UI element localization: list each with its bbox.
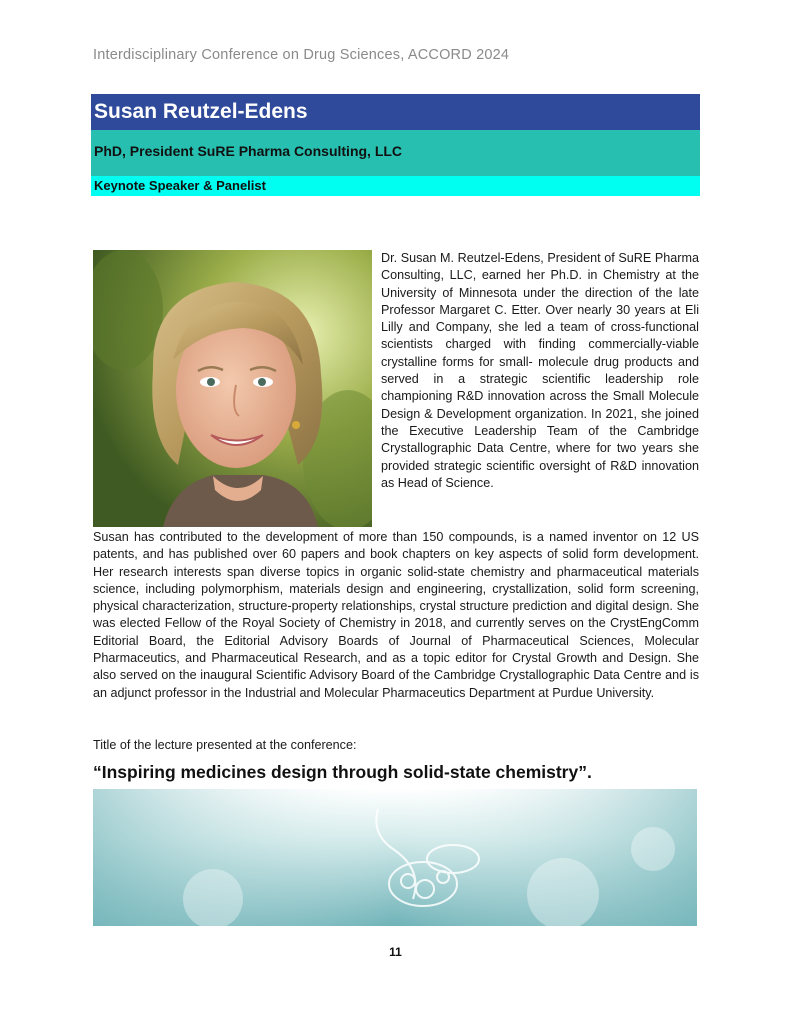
lecture-title: “Inspiring medicines design through solid-state chemistry”. xyxy=(93,762,592,782)
speaker-portrait xyxy=(93,250,372,527)
page-number: 11 xyxy=(389,945,402,959)
lecture-label: Title of the lecture presented at the conference: xyxy=(93,738,357,752)
speaker-role-banner: Keynote Speaker & Panelist xyxy=(91,176,700,196)
decorative-banner-image xyxy=(93,789,697,926)
bio-intro-paragraph: Dr. Susan M. Reutzel-Edens, President of SuRE Pharma Consulting, LLC, earned her Ph.D. in Chemistry at the University of Minnesota under the direction of the late Professor Margaret C. Etter. Over nearly 30 years at Eli Lilly and Company, she led a team of cross-functional scientists charged with finding commercially-viable crystalline forms for small- molecule drug products and served in a strategic scientific leadership role championing R&D innovation across the Small Molecule Design & Development organization. In 2021, she joined the Executive Leadership Team of the Cambridge Crystallographic Data Centre, where for two years she provided strategic scientific oversight of R&D innovation as Head of Science. xyxy=(381,251,699,490)
speaker-name-banner: Susan Reutzel-Edens xyxy=(91,94,700,130)
bio-body-paragraph: Susan has contributed to the development of more than 150 compounds, is a named inventor on 12 US patents, and has published over 60 papers and book chapters on key aspects of solid form development. Her research interests span diverse topics in organic solid-state chemistry and pharmaceutical materials science, including polymorphism, materials design and engineering, crystallization, solid form screening, physical characterization, structure-property relationships, crystal structure prediction and digital design. She was elected Fellow of the Royal Society of Chemistry in 2018, and currently serves on the CrystEngComm Editorial Board, the Editorial Advisory Boards of Journal of Pharmaceutical Sciences, Molecular Pharmaceutics, and Pharmaceutical Research, and as a topic editor for Crystal Growth and Design. She also served on the inaugural Scientific Advisory Board of the Cambridge Crystallographic Data Centre and is an adjunct professor in the Industrial and Molecular Pharmaceutics Department at Purdue University. xyxy=(93,530,699,700)
running-header: Interdisciplinary Conference on Drug Sciences, ACCORD 2024 xyxy=(93,47,510,63)
speaker-credentials-banner: PhD, President SuRE Pharma Consulting, LLC xyxy=(91,130,700,176)
